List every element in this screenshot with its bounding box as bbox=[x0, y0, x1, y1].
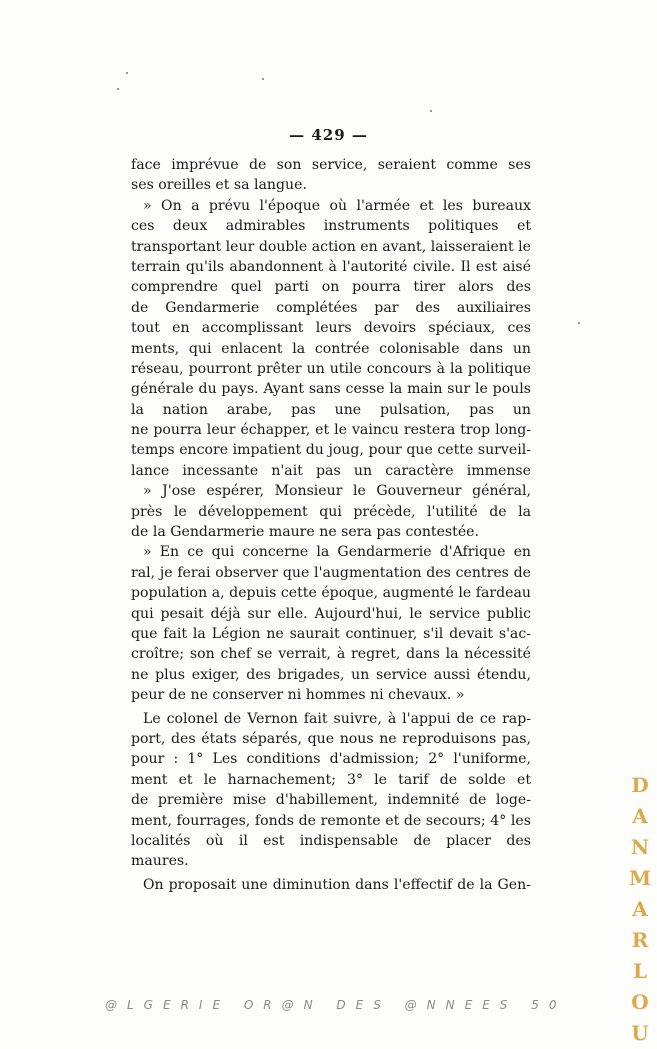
text-line: terrain qu'ils abandonnent à l'autorité civile. Il est aisé bbox=[131, 258, 531, 275]
text-line: ses oreilles et sa langue. bbox=[131, 177, 307, 194]
text-line: population a, depuis cette époque, augmenté le fardeau bbox=[131, 585, 531, 602]
text-line: pour : 1° Les conditions d'admission; 2° l'uniforme, bbox=[131, 751, 531, 768]
text-line: » En ce qui concerne la Gendarmerie d'Afrique en bbox=[143, 544, 531, 561]
ink-speck bbox=[262, 78, 264, 80]
text-line: lance incessante n'ait pas un caractère immense bbox=[131, 462, 531, 479]
ink-speck bbox=[117, 88, 119, 90]
text-line: tout en accomplissant leurs devoirs spéciaux, ces bbox=[131, 320, 531, 337]
text-line: » On a prévu l'époque où l'armée et les bureaux bbox=[143, 197, 531, 214]
text-line: Le colonel de Vernon fait suivre, à l'appui de ce rap- bbox=[143, 710, 531, 727]
text-line: de la Gendarmerie maure ne sera pas contestée. bbox=[131, 524, 479, 541]
page-number: — 429 — bbox=[289, 126, 368, 144]
text-line: réseau, pourront prêter un utile concours à la politique bbox=[131, 360, 531, 377]
text-line: que fait la Légion ne saurait continuer, s'il devait s'ac- bbox=[131, 625, 531, 642]
text-line: générale du pays. Ayant sans cesse la main sur le pouls bbox=[131, 381, 531, 398]
text-line: ne plus exiger, des brigades, un service aussi étendu, bbox=[131, 666, 531, 683]
text-line: localités où il est indispensable de placer des bbox=[131, 832, 531, 849]
text-line: qui pesait déjà sur elle. Aujourd'hui, le service public bbox=[131, 605, 531, 622]
side-watermark-letter: U bbox=[631, 1021, 649, 1045]
text-line: On proposait une diminution dans l'effectif de la Gen- bbox=[143, 876, 531, 893]
text-line: la nation arabe, pas une pulsation, pas un bbox=[131, 401, 531, 418]
side-watermark bbox=[629, 770, 651, 1049]
text-line: croître; son chef se verrait, à regret, dans la nécessité bbox=[131, 646, 531, 663]
side-watermark-letter: N bbox=[630, 835, 650, 859]
text-line: ment, fourrages, fonds de remonte et de secours; 4° les bbox=[131, 812, 531, 829]
text-line: de Gendarmerie complétées par des auxiliaires bbox=[131, 299, 531, 316]
side-watermark-letter: A bbox=[632, 897, 648, 921]
body-text bbox=[131, 155, 531, 895]
text-line: peur de ne conserver ni hommes ni chevaux. » bbox=[131, 687, 465, 704]
text-line: » J'ose espérer, Monsieur le Gouverneur général, bbox=[143, 483, 531, 500]
ink-speck bbox=[126, 72, 128, 74]
text-line: temps encore impatient du joug, pour que cette surveil- bbox=[131, 442, 531, 459]
text-line: ment et le harnachement; 3° le tarif de solde et bbox=[131, 771, 531, 788]
text-line: près le développement qui précède, l'utilité de la bbox=[131, 503, 531, 520]
text-line: ments, qui enlacent la contrée colonisable dans un bbox=[131, 340, 531, 357]
ink-speck bbox=[430, 110, 432, 112]
side-watermark-letter: A bbox=[632, 804, 648, 828]
text-line: transportant leur double action en avant, laisseraient le bbox=[131, 238, 531, 255]
bottom-watermark: @LGERIE OR@N DES @NNEES 50 bbox=[105, 998, 567, 1012]
ink-speck bbox=[578, 322, 580, 324]
text-line: maures. bbox=[131, 853, 189, 870]
text-line: face imprévue de son service, seraient comme ses bbox=[131, 157, 531, 173]
text-line: ral, je ferai observer que l'augmentation des centres de bbox=[131, 564, 531, 581]
text-line: port, des états séparés, que nous ne reproduisons pas, bbox=[131, 730, 531, 747]
text-line: comprendre quel parti on pourra tirer alors des bbox=[131, 279, 531, 296]
side-watermark-letter: R bbox=[631, 928, 649, 952]
side-watermark-letter: D bbox=[631, 773, 649, 797]
side-watermark-letter: O bbox=[631, 990, 649, 1014]
text-line: ne pourra leur échapper, et le vaincu restera trop long- bbox=[131, 422, 531, 439]
side-watermark-letter: M bbox=[629, 866, 652, 890]
text-line: ces deux admirables instruments politiques et bbox=[131, 218, 531, 235]
side-watermark-letter: L bbox=[632, 959, 648, 983]
text-line: de première mise d'habillement, indemnité de loge- bbox=[131, 792, 531, 809]
